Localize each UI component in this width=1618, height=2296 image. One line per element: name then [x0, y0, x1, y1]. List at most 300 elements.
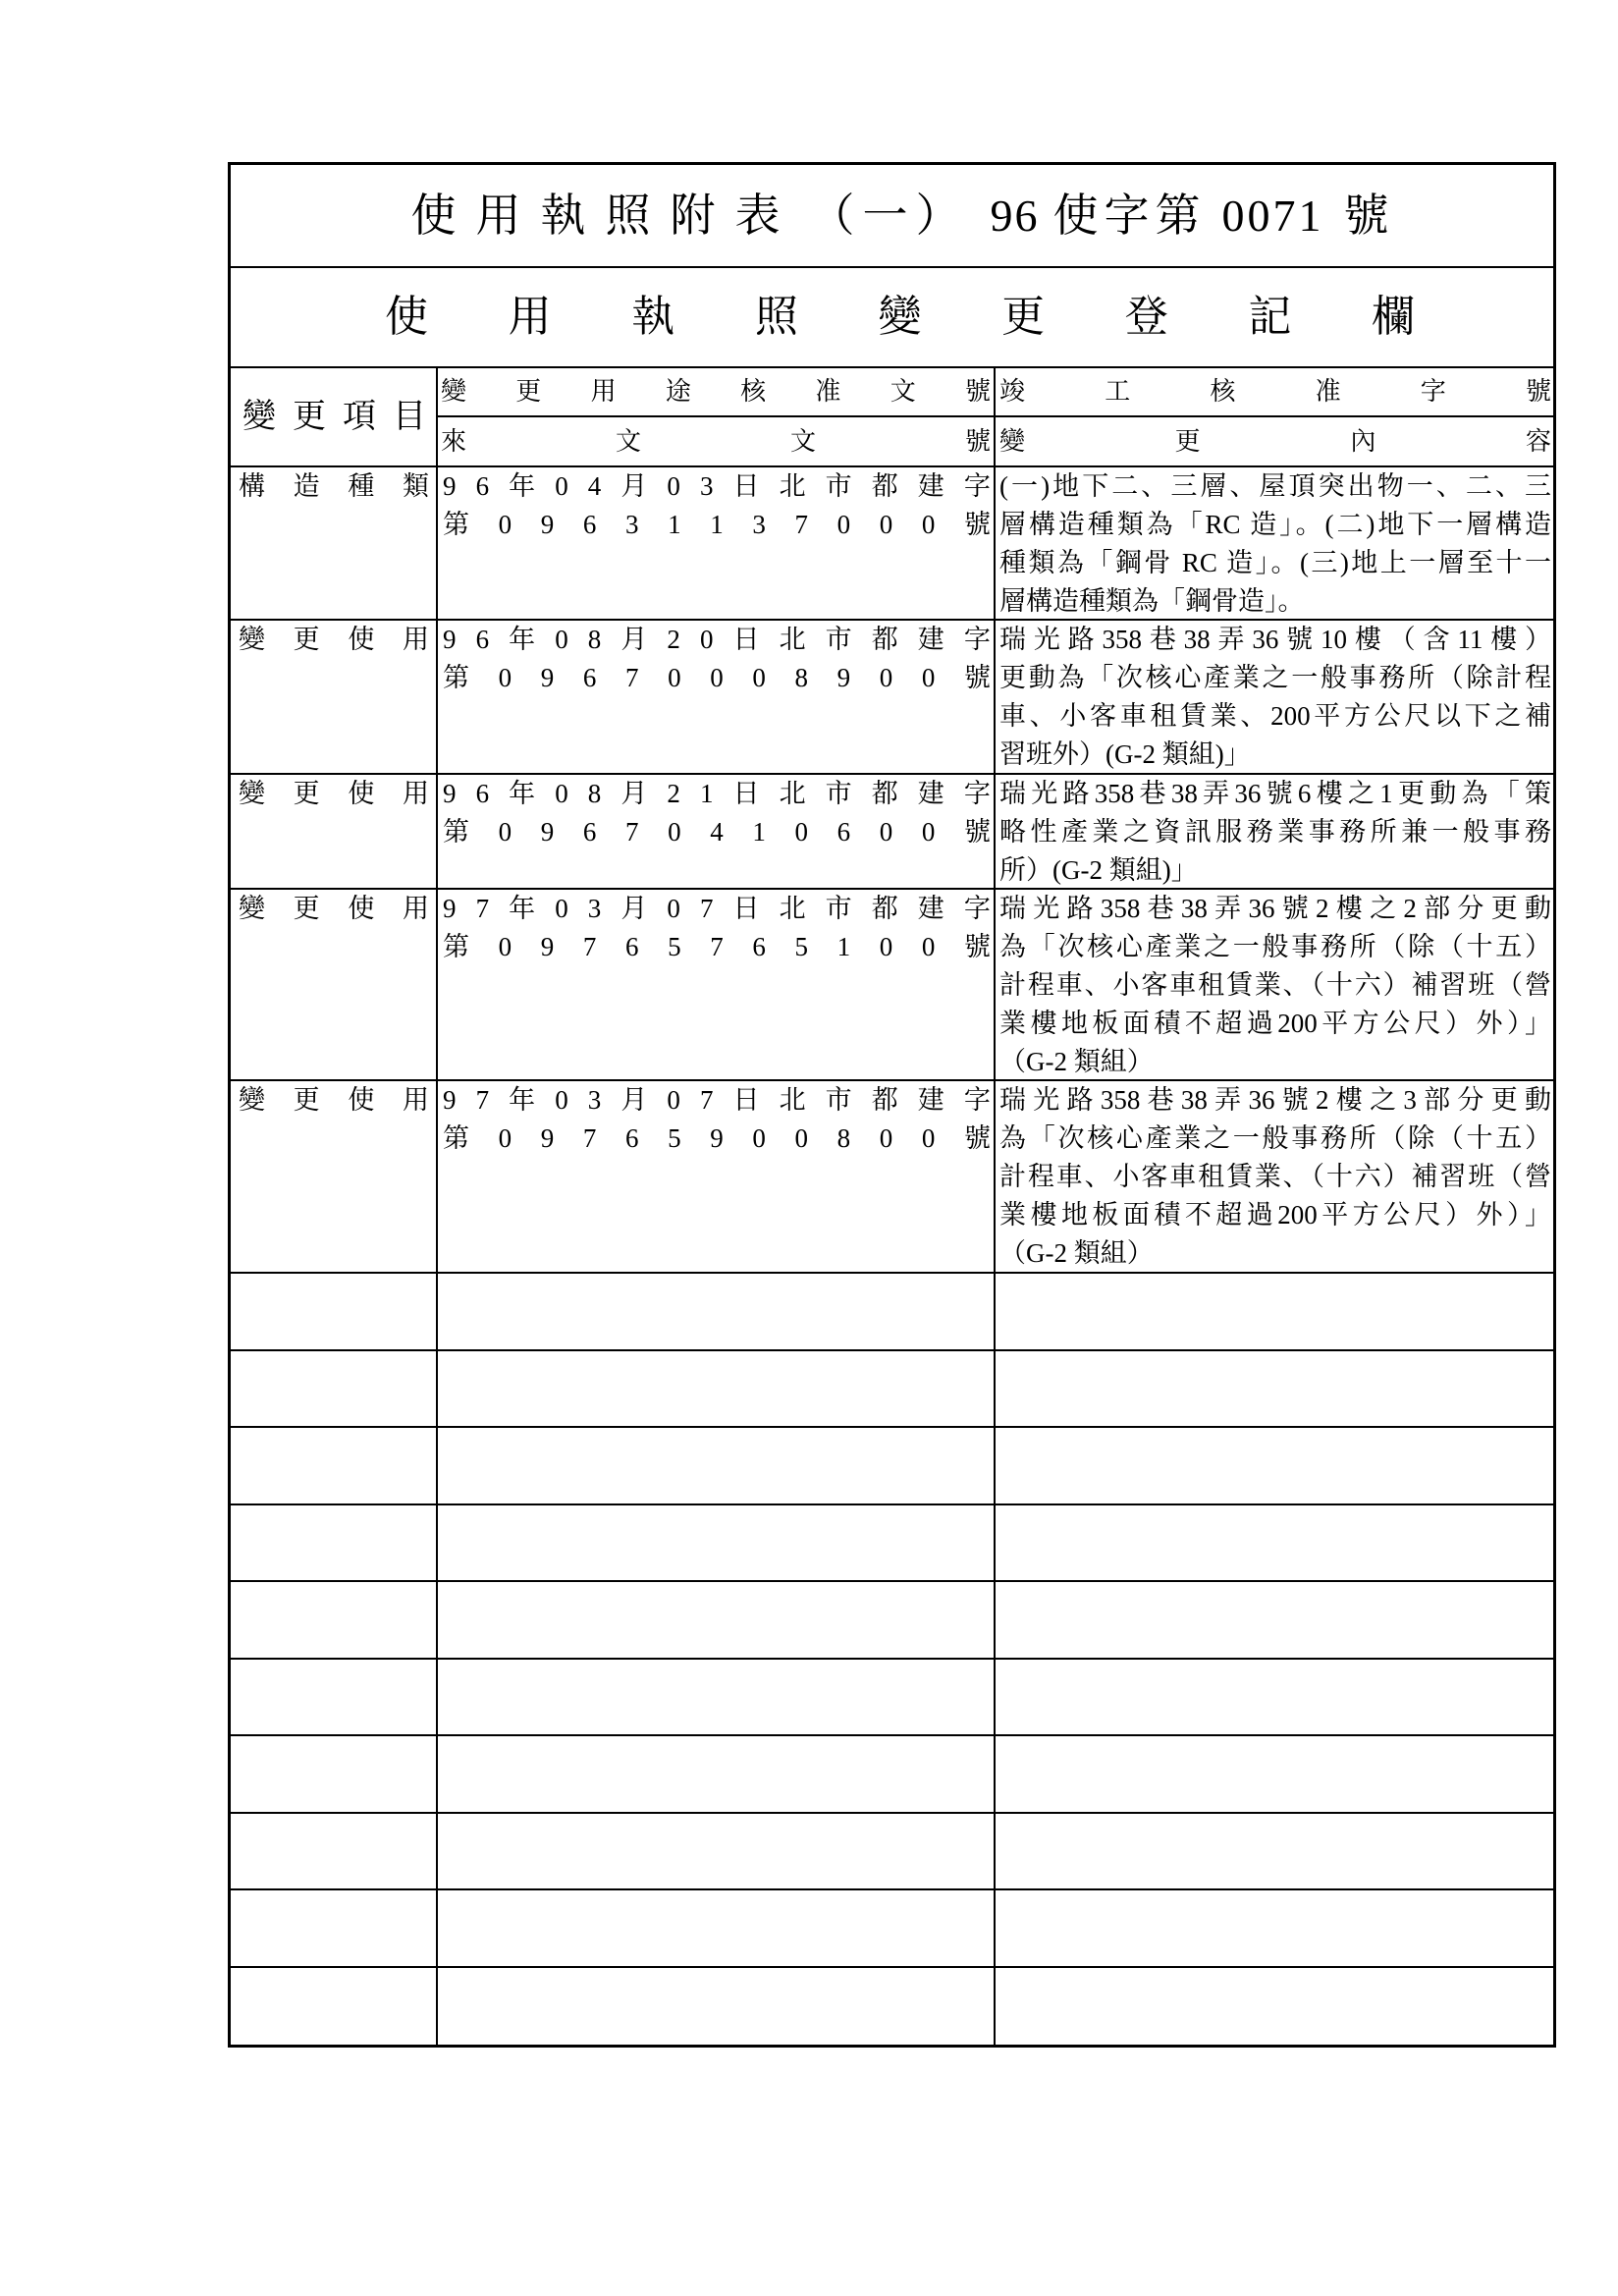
approval-number-cell — [438, 775, 996, 888]
glyph: 市 — [825, 1085, 852, 1115]
blank-cell — [438, 1428, 996, 1503]
glyph: 變 — [239, 894, 265, 923]
glyph: 7 — [699, 894, 714, 923]
glyph: 准 — [815, 377, 841, 406]
section-heading-row — [231, 268, 1553, 368]
glyph: 6 — [625, 932, 639, 961]
glyph: 7 — [475, 894, 490, 923]
glyph: 構 — [239, 471, 265, 501]
glyph: 文 — [789, 426, 816, 456]
glyph: 0 — [921, 932, 936, 961]
blank-row — [231, 1660, 1553, 1737]
glyph: 0 — [879, 663, 893, 692]
glyph: 8 — [587, 625, 602, 654]
glyph: 第 — [443, 932, 469, 961]
blank-row — [231, 1736, 1553, 1814]
glyph: 使 — [348, 894, 375, 923]
glyph: 北 — [779, 625, 806, 654]
section-heading — [385, 288, 1415, 347]
glyph: 照 — [754, 293, 798, 341]
approval-number-line — [443, 506, 991, 544]
blank-cell — [438, 1505, 996, 1581]
approval-number-line — [443, 813, 991, 851]
glyph: 6 — [475, 471, 490, 501]
change-item-cell — [231, 467, 438, 619]
glyph: 0 — [879, 1123, 893, 1153]
glyph: 0 — [752, 663, 766, 692]
glyph: 0 — [498, 663, 512, 692]
blank-cell — [438, 1890, 996, 1966]
glyph: 日 — [732, 894, 760, 923]
blank-cell — [438, 1582, 996, 1658]
glyph: 更 — [293, 625, 320, 654]
glyph: 4 — [587, 471, 602, 501]
glyph: 登 — [1124, 293, 1168, 341]
glyph: 更 — [293, 779, 320, 808]
glyph: 用 — [402, 625, 429, 654]
content-line: 略性產業之資訊服務業事務所兼一般事務 — [999, 817, 1551, 847]
change-content-cell — [996, 621, 1553, 773]
glyph: 3 — [587, 894, 602, 923]
approval-date-line — [443, 621, 991, 659]
glyph: 用 — [508, 293, 552, 341]
glyph: 0 — [921, 510, 936, 539]
glyph: 用 — [402, 894, 429, 923]
glyph: 0 — [555, 471, 568, 501]
glyph: 0 — [879, 817, 893, 847]
glyph: 變 — [878, 293, 922, 341]
glyph: 0 — [668, 663, 681, 692]
glyph: 字 — [963, 1085, 991, 1115]
glyph: 9 — [540, 817, 555, 847]
glyph: 年 — [509, 625, 536, 654]
change-item-cell — [231, 890, 438, 1079]
blank-cell — [996, 1736, 1553, 1812]
glyph: 0 — [667, 1085, 680, 1115]
glyph: 6 — [582, 817, 597, 847]
glyph: 字 — [1420, 377, 1446, 406]
change-content-cell — [996, 890, 1553, 1079]
glyph: 9 — [836, 663, 851, 692]
header-content-cell — [996, 368, 1553, 465]
glyph: 日 — [732, 625, 760, 654]
blank-cell — [438, 1351, 996, 1427]
glyph: 年 — [509, 894, 536, 923]
glyph: 更 — [1001, 293, 1046, 341]
title-annex-number: （一） — [809, 190, 969, 241]
glyph: 9 — [540, 932, 555, 961]
glyph: 目 — [393, 398, 426, 435]
content-line: 車、小客車租賃業、200平方公尺以下之補 — [999, 701, 1551, 731]
glyph: 3 — [587, 1085, 602, 1115]
content-line: 瑞光路358巷38弄36號2樓之3部分更動 — [999, 1085, 1551, 1115]
glyph: 類 — [402, 471, 429, 501]
glyph: 變 — [243, 398, 276, 435]
glyph: 工 — [1105, 377, 1131, 406]
blank-cell — [231, 1660, 438, 1735]
header-content-bottom — [996, 417, 1553, 465]
glyph: 用 — [402, 779, 429, 808]
glyph: 使 — [385, 293, 428, 341]
glyph: 市 — [825, 625, 852, 654]
content-line: 所）(G-2 類組)」 — [999, 855, 1198, 885]
blank-row — [231, 1351, 1553, 1429]
content-line: （G-2 類組） — [999, 1047, 1154, 1076]
glyph: 9 — [443, 1085, 457, 1115]
glyph: 0 — [752, 1123, 766, 1153]
glyph: 號 — [1525, 377, 1551, 406]
glyph: 0 — [498, 510, 512, 539]
glyph: 6 — [475, 625, 490, 654]
content-line: 瑞光路358巷38弄36號2樓之2部分更動 — [999, 894, 1551, 923]
approval-date-line — [443, 775, 991, 813]
glyph: 7 — [475, 1085, 490, 1115]
glyph: 1 — [710, 510, 724, 539]
glyph: 7 — [582, 1123, 597, 1153]
glyph: 8 — [587, 779, 602, 808]
blank-cell — [996, 1428, 1553, 1503]
blank-cell — [996, 1814, 1553, 1889]
blank-cell — [996, 1968, 1553, 2046]
glyph: 月 — [620, 779, 648, 808]
glyph: 更 — [293, 398, 326, 435]
content-line: 更動為「次核心產業之一般事務所（除計程 — [999, 663, 1551, 692]
glyph: 竣 — [999, 377, 1026, 406]
glyph: 變 — [441, 377, 467, 406]
glyph: 0 — [555, 894, 568, 923]
blank-row — [231, 1968, 1553, 2046]
blank-cell — [438, 1274, 996, 1349]
entry-row — [231, 890, 1553, 1081]
glyph: 第 — [443, 510, 469, 539]
content-line: (一)地下二、三層、屋頂突出物一、二、三 — [999, 471, 1551, 501]
glyph: 第 — [443, 663, 469, 692]
glyph: 核 — [740, 377, 767, 406]
change-item — [239, 775, 429, 813]
change-item — [239, 621, 429, 659]
glyph: 0 — [879, 932, 893, 961]
content-line: 層構造種類為「RC 造」。(二)地下一層構造 — [999, 510, 1551, 539]
glyph: 文 — [615, 426, 641, 456]
approval-number-line — [443, 659, 991, 697]
glyph: 5 — [668, 1123, 681, 1153]
glyph: 6 — [582, 663, 597, 692]
header-approval-cell — [438, 368, 996, 465]
entry-row — [231, 775, 1553, 890]
glyph: 建 — [917, 625, 944, 654]
glyph: 來 — [441, 426, 467, 456]
glyph: 0 — [836, 510, 851, 539]
glyph: 6 — [475, 779, 490, 808]
blank-cell — [438, 1660, 996, 1735]
glyph: 0 — [555, 1085, 568, 1115]
glyph: 7 — [582, 932, 597, 961]
content-line: 習班外）(G-2 類組)」 — [999, 739, 1251, 769]
glyph: 6 — [752, 932, 766, 961]
glyph: 日 — [732, 471, 760, 501]
blank-cell — [438, 1968, 996, 2046]
glyph: 1 — [668, 510, 681, 539]
content-line: （G-2 類組） — [999, 1238, 1154, 1268]
glyph: 年 — [509, 1085, 536, 1115]
glyph: 市 — [825, 894, 852, 923]
glyph: 7 — [625, 663, 639, 692]
blank-row — [231, 1814, 1553, 1891]
change-item-cell — [231, 621, 438, 773]
column-header-row — [231, 368, 1553, 467]
glyph: 7 — [794, 510, 808, 539]
content-line: 業樓地板面積不超過200平方公尺）外）」 — [999, 1200, 1551, 1230]
blank-row — [231, 1505, 1553, 1583]
change-item-cell — [231, 775, 438, 888]
change-registration-form — [228, 162, 1556, 2048]
blank-cell — [996, 1660, 1553, 1735]
glyph: 字 — [963, 625, 991, 654]
glyph: 0 — [921, 663, 936, 692]
glyph: 字 — [963, 471, 991, 501]
header-item-cell — [231, 368, 438, 465]
glyph: 使 — [348, 779, 375, 808]
blank-cell — [231, 1968, 438, 2046]
glyph: 北 — [779, 1085, 806, 1115]
glyph: 0 — [555, 625, 568, 654]
glyph: 建 — [917, 471, 944, 501]
blank-row — [231, 1582, 1553, 1660]
header-approval-top — [438, 368, 994, 417]
glyph: 使 — [348, 625, 375, 654]
glyph: 5 — [794, 932, 808, 961]
entry-row — [231, 467, 1553, 621]
glyph: 號 — [964, 817, 991, 847]
title-year: 96 — [990, 190, 1040, 241]
blank-cell — [231, 1736, 438, 1812]
glyph: 9 — [540, 1123, 555, 1153]
change-item-cell — [231, 1081, 438, 1272]
header-approval-bottom — [438, 417, 994, 465]
glyph: 2 — [667, 779, 680, 808]
approval-number-cell — [438, 621, 996, 773]
content-line: 為「次核心產業之一般事務所（除（十五） — [999, 1123, 1551, 1153]
glyph: 都 — [871, 1085, 898, 1115]
change-item — [239, 890, 429, 928]
blank-cell — [231, 1582, 438, 1658]
content-line: 種類為「鋼骨 RC 造」。(三)地上一層至十一 — [999, 548, 1551, 577]
glyph: 號 — [964, 377, 991, 406]
glyph: 種 — [348, 471, 375, 501]
glyph: 號 — [964, 663, 991, 692]
glyph: 北 — [779, 894, 806, 923]
glyph: 8 — [794, 663, 808, 692]
approval-date-line — [443, 1081, 991, 1120]
glyph: 0 — [879, 510, 893, 539]
entry-row — [231, 1081, 1553, 1274]
approval-date-line — [443, 890, 991, 928]
glyph: 號 — [964, 426, 991, 456]
blank-cell — [231, 1814, 438, 1889]
approval-date-line — [443, 467, 991, 506]
glyph: 0 — [667, 894, 680, 923]
glyph: 日 — [732, 1085, 760, 1115]
glyph: 號 — [964, 1123, 991, 1153]
glyph: 文 — [890, 377, 916, 406]
glyph: 0 — [498, 1123, 512, 1153]
glyph: 建 — [917, 779, 944, 808]
header-incoming-number — [441, 425, 991, 459]
glyph: 2 — [667, 625, 680, 654]
header-approval-number — [441, 375, 991, 409]
glyph: 北 — [779, 471, 806, 501]
glyph: 7 — [625, 817, 639, 847]
glyph: 都 — [871, 779, 898, 808]
glyph: 都 — [871, 471, 898, 501]
blank-cell — [996, 1582, 1553, 1658]
glyph: 9 — [540, 510, 555, 539]
glyph: 6 — [582, 510, 597, 539]
content-line: 為「次核心產業之一般事務所（除（十五） — [999, 932, 1551, 961]
title-license-word: 使字第 — [1052, 190, 1207, 241]
content-line: 層構造種類為「鋼骨造」。 — [999, 586, 1305, 616]
content-line: 計程車、小客車租賃業、（十六）補習班（營 — [999, 970, 1551, 1000]
glyph: 9 — [443, 894, 457, 923]
blank-cell — [231, 1890, 438, 1966]
glyph: 建 — [917, 894, 944, 923]
glyph: 第 — [443, 1123, 469, 1153]
glyph: 0 — [921, 1123, 936, 1153]
glyph: 9 — [443, 779, 457, 808]
glyph: 欄 — [1372, 293, 1415, 341]
glyph: 建 — [917, 1085, 944, 1115]
glyph: 3 — [625, 510, 639, 539]
glyph: 0 — [498, 817, 512, 847]
glyph: 更 — [293, 1085, 320, 1115]
glyph: 號 — [964, 510, 991, 539]
header-completion-top — [996, 368, 1553, 417]
glyph: 變 — [239, 625, 265, 654]
blank-cell — [996, 1890, 1553, 1966]
change-item — [239, 1081, 429, 1120]
glyph: 月 — [620, 894, 648, 923]
glyph: 0 — [710, 663, 724, 692]
header-completion-number — [999, 375, 1551, 409]
glyph: 市 — [825, 471, 852, 501]
approval-number-line — [443, 1120, 991, 1158]
approval-number-cell — [438, 1081, 996, 1272]
approval-number-cell — [438, 890, 996, 1079]
title-license-number: 0071 — [1221, 190, 1324, 241]
blank-row — [231, 1890, 1553, 1968]
header-change-item — [243, 396, 426, 439]
glyph: 年 — [509, 779, 536, 808]
glyph: 造 — [293, 471, 320, 501]
glyph: 0 — [794, 1123, 808, 1153]
glyph: 1 — [752, 817, 766, 847]
glyph: 執 — [631, 293, 675, 341]
glyph: 號 — [964, 932, 991, 961]
glyph: 月 — [620, 471, 648, 501]
approval-number-cell — [438, 467, 996, 619]
content-line: 計程車、小客車租賃業、（十六）補習班（營 — [999, 1162, 1551, 1191]
glyph: 0 — [668, 817, 681, 847]
glyph: 9 — [540, 663, 555, 692]
glyph: 更 — [515, 377, 542, 406]
change-item — [239, 467, 429, 506]
blank-cell — [231, 1274, 438, 1349]
change-content-cell — [996, 467, 1553, 619]
glyph: 9 — [443, 625, 457, 654]
glyph: 內 — [1350, 426, 1376, 456]
glyph: 更 — [1174, 426, 1201, 456]
content-line: 瑞光路358巷38弄36號10樓（含11樓） — [999, 625, 1551, 654]
content-line: 瑞光路358巷38弄36號6樓之1更動為「策 — [999, 779, 1551, 808]
glyph: 8 — [836, 1123, 851, 1153]
content-line: 業樓地板面積不超過200平方公尺）外）」 — [999, 1009, 1551, 1038]
glyph: 7 — [710, 932, 724, 961]
blank-row — [231, 1428, 1553, 1505]
glyph: 容 — [1525, 426, 1551, 456]
glyph: 1 — [836, 932, 851, 961]
glyph: 6 — [625, 1123, 639, 1153]
glyph: 4 — [710, 817, 724, 847]
glyph: 都 — [871, 625, 898, 654]
blank-cell — [996, 1505, 1553, 1581]
glyph: 7 — [699, 1085, 714, 1115]
entry-row — [231, 621, 1553, 775]
glyph: 項 — [343, 398, 376, 435]
glyph: 月 — [620, 625, 648, 654]
glyph: 變 — [239, 779, 265, 808]
glyph: 第 — [443, 817, 469, 847]
blank-cell — [996, 1274, 1553, 1349]
glyph: 字 — [963, 894, 991, 923]
glyph: 途 — [665, 377, 691, 406]
blank-cell — [438, 1736, 996, 1812]
glyph: 0 — [794, 817, 808, 847]
blank-cell — [231, 1505, 438, 1581]
glyph: 9 — [443, 471, 457, 501]
glyph: 1 — [699, 779, 714, 808]
approval-number-line — [443, 928, 991, 966]
glyph: 記 — [1248, 293, 1292, 341]
title-prefix: 使用執照附表 — [410, 190, 800, 241]
change-content-cell — [996, 775, 1553, 888]
glyph: 核 — [1210, 377, 1236, 406]
glyph: 北 — [779, 779, 806, 808]
glyph: 字 — [963, 779, 991, 808]
glyph: 都 — [871, 894, 898, 923]
glyph: 用 — [590, 377, 617, 406]
glyph: 日 — [732, 779, 760, 808]
blank-cell — [438, 1814, 996, 1889]
change-content-cell — [996, 1081, 1553, 1272]
glyph: 0 — [498, 932, 512, 961]
glyph: 年 — [509, 471, 536, 501]
glyph: 9 — [710, 1123, 724, 1153]
glyph: 用 — [402, 1085, 429, 1115]
glyph: 0 — [555, 779, 568, 808]
glyph: 5 — [668, 932, 681, 961]
glyph: 3 — [752, 510, 766, 539]
glyph: 0 — [921, 817, 936, 847]
glyph: 准 — [1315, 377, 1341, 406]
glyph: 變 — [999, 426, 1026, 456]
blank-cell — [231, 1351, 438, 1427]
glyph: 0 — [699, 625, 714, 654]
glyph: 3 — [699, 471, 714, 501]
header-change-content — [999, 425, 1551, 459]
form-title — [231, 165, 1553, 268]
title-suffix: 號 — [1343, 190, 1389, 241]
blank-cell — [231, 1428, 438, 1503]
